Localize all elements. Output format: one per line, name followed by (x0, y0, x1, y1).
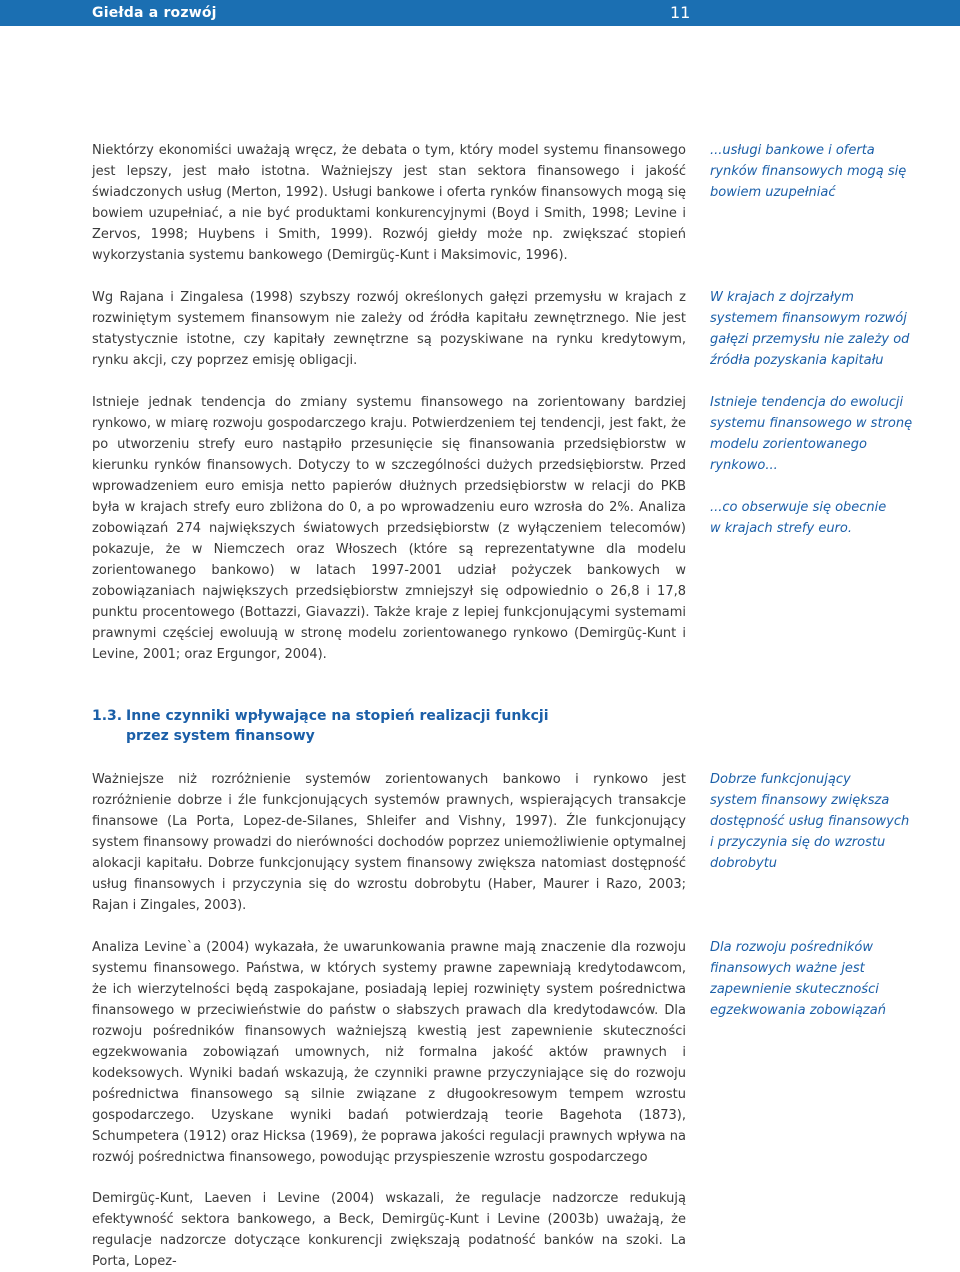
paragraph-text: Ważniejsze niż rozróżnienie systemów zorientowanych bankowo i rynkowo jest rozróżnienie dobrze i źle funkcjonujących systemów prawnych, wspierających transakcje finansowe (La Porta, Lopez-de-Silanes, Shleifer and Vishny, 1997). Źle funkcjonujący system finansowy prowadzi do nierówności dochodów poprzez uniemożliwienie optymalnej alokacji kapitału. Dobrze funkcjonujący system finansowy zwiększa natomiast dostępność usług finansowych i przyczynia się do wzrostu dobrobytu (Haber, Maurer i Razo, 2003; Rajan i Zingales, 2003). (92, 772, 686, 913)
sidenote-line: zapewnienie skuteczności (710, 982, 879, 997)
sidenote-line: rynków finansowych mogą się (710, 164, 907, 179)
sidenote-1 (710, 140, 920, 203)
section-title-line2: przez system finansowy (126, 728, 315, 744)
sidenote-line: finansowych ważne jest (710, 961, 865, 976)
paragraph-1 (92, 140, 686, 266)
sidenote-6 (710, 937, 920, 1021)
paragraph-4 (92, 769, 686, 916)
paragraph-text: Niektórzy ekonomiści uważają wręcz, że debata o tym, który model systemu finansowego jest lepszy, jest mało istotna. Ważniejszy jest stan sektora finansowego i jakość świadczonych usług (Merton, 1992). Usługi bankowe i oferta rynków finansowych mogą się bowiem uzupełniać, a nie być produktami konkurencyjnymi (Boyd i Smith, 1998; Levine i Zervos, 1998; Huybens i Smith, 1999). Rozwój giełdy może np. zwiększać stopień wykorzystania systemu bankowego (Demirgüç-Kunt i Maksimovic, 1996). (92, 143, 686, 263)
sidenote-line: system finansowy zwiększa (710, 793, 890, 808)
sidenote-5 (710, 769, 920, 874)
section-title-line1: Inne czynniki wpływające na stopień realizacji funkcji (126, 708, 549, 724)
paragraph-5 (92, 937, 686, 1168)
sidenote-line: ...co obserwuje się obecnie (710, 500, 887, 515)
page-header (0, 0, 960, 26)
sidenote-2 (710, 287, 920, 371)
header-title: Giełda a rozwój (92, 5, 217, 21)
sidenote-3 (710, 392, 920, 476)
sidenote-line: źródła pozyskania kapitału (710, 353, 884, 368)
sidenote-line: dobrobytu (710, 856, 778, 871)
paragraph-text: Wg Rajana i Zingalesa (1998) szybszy rozwój określonych gałęzi przemysłu w krajach z rozwiniętym systemem finansowym nie zależy od źródła kapitału zewnętrznego. Nie jest statystycznie istotne, czy kapitały zewnętrzne są pozyskiwane na rynku kredytowym, rynku akcji, czy poprzez emisję obligacji. (92, 290, 686, 368)
paragraph-text: Analiza Levine`a (2004) wykazała, że uwarunkowania prawne mają znaczenie dla rozwoju systemu finansowego. Państwa, w których systemy prawne zapewniają kredytodawcom, że ich wierzytelności będą zaspokajane, posiadają lepiej rozwinięty system pośrednictwa finansowego w przeciwieństwie do państw o słabszych prawach dla kredytodawców. Dla rozwoju pośredników finansowych ważniejszą kwestią jest zapewnienie skuteczności egzekwowania zobowiązań umownych, niż formalna jakość aktów prawnych i kodeksowych. Wyniki badań wskazują, że czynniki prawne przyczyniające się do rozwoju pośrednictwa finansowego są silnie związane z długookresowym tempem wzrostu gospodarczego. Uzyskane wyniki badań potwierdzają teorie Bagehota (1873), Schumpetera (1912) oraz Hicksa (1969), że poprawa jakości regulacji prawnych wpływa na rozwój pośrednictwa finansowego, powodując przyspieszenie wzrostu gospodarczego (92, 940, 686, 1165)
paragraph-2 (92, 287, 686, 371)
sidenote-line: Dla rozwoju pośredników (710, 940, 873, 955)
section-number: 1.3. (92, 708, 123, 724)
sidenote-line: systemem finansowym rozwój (710, 311, 907, 326)
paragraph-6 (92, 1188, 686, 1272)
sidenote-line: modelu zorientowanego (710, 437, 867, 452)
page-number: 11 (670, 3, 691, 22)
sidenote-line: systemu finansowego w stronę (710, 416, 913, 431)
paragraph-text: Demirgüç-Kunt, Laeven i Levine (2004) wskazali, że regulacje nadzorcze redukują efektywność sektora bankowego, a Beck, Demirgüç-Kunt i Levine (2003b) uważają, że regulacje nadzorcze dotyczące konkurencji zwiększają podatność banków na szoki. La Porta, Lopez- (92, 1191, 686, 1269)
sidenote-line: w krajach strefy euro. (710, 521, 852, 536)
sidenote-line: rynkowo... (710, 458, 778, 473)
sidenote-line: Dobrze funkcjonujący (710, 772, 851, 787)
sidenote-line: W krajach z dojrzałym (710, 290, 854, 305)
paragraph-3 (92, 392, 686, 665)
paragraph-text: Istnieje jednak tendencja do zmiany systemu finansowego na zorientowany bardziej rynkowo, w miarę rozwoju gospodarczego kraju. Potwierdzeniem tej tendencji, jest fakt, że po utworzeniu strefy euro nastąpiło przesunięcie się finansowania przedsiębiorstw w kierunku rynków finansowych. Dotyczy to w szczególności dużych przedsiębiorstw. Przed wprowadzeniem euro emisja netto papierów dłużnych przedsiębiorstw w relacji do PKB była w krajach strefy euro zbliżona do 0, a po wprowadzeniu euro wzrosła do 2%. Analiza zobowiązań 274 największych światowych przedsiębiorstw (z wyłączeniem telecomów) pokazuje, że w Niemczech oraz Włoszech (które są reprezentatywne dla modelu zorientowanego bankowo) w latach 1997-2001 udział pożyczek bankowych w zobowiązaniach największych przedsiębiorstw zmniejszył się odpowiednio o 26,8 i 17,8 punktu procentowego (Bottazzi, Giavazzi). Także kraje z lepiej funkcjonującymi systemami prawnymi częściej ewoluują w stronę modelu zorientowanego rynkowo (Demirgüç-Kunt i Levine, 2001; oraz Ergungor, 2004). (92, 395, 686, 662)
sidenote-line: egzekwowania zobowiązań (710, 1003, 886, 1018)
section-heading (92, 706, 692, 746)
sidenote-4 (710, 497, 920, 539)
sidenote-line: ...usługi bankowe i oferta (710, 143, 875, 158)
sidenote-line: gałęzi przemysłu nie zależy od (710, 332, 910, 347)
sidenote-line: i przyczynia się do wzrostu (710, 835, 886, 850)
sidenote-line: dostępność usług finansowych (710, 814, 910, 829)
sidenote-line: bowiem uzupełniać (710, 185, 836, 200)
sidenote-line: Istnieje tendencja do ewolucji (710, 395, 904, 410)
